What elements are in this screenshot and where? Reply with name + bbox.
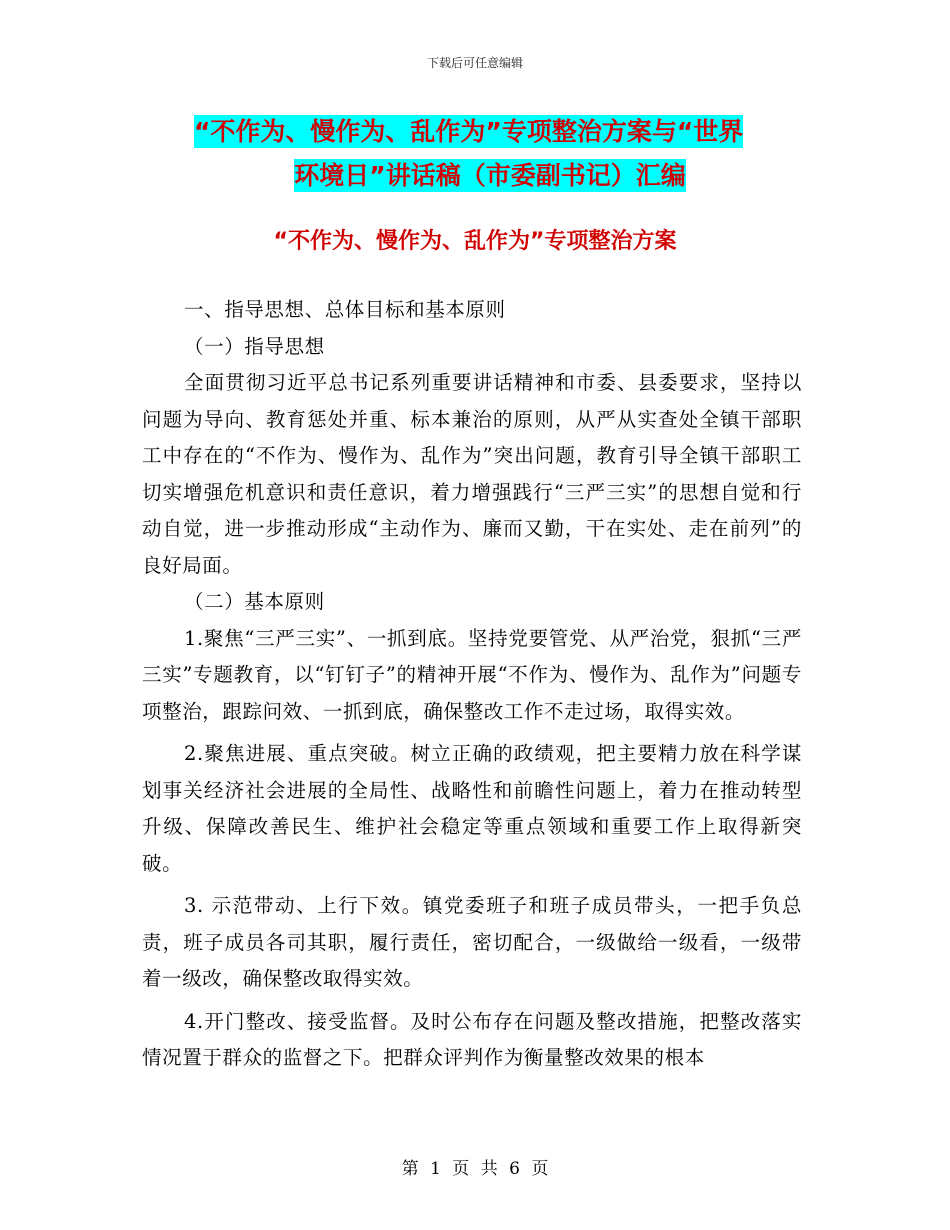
title-line-1: “不作为、慢作为、乱作为”专项整治方案与“世界 [194,117,744,146]
paragraph-principle-3: 3. 示范带动、上行下效。镇党委班子和班子成员带头，一把手负总责，班子成员各司其职，履行责任，密切配合，一级做给一级看，一级带着一级改，确保整改取得实效。 [142,894,802,990]
title-line-2: 环境日”讲话稿（市委副书记）汇编 [294,161,686,190]
document-title [140,110,820,198]
heading-1: 一、指导思想、总体目标和基本原则 [184,298,506,321]
section-title: “不作为、慢作为、乱作为”专项整治方案 [273,229,677,254]
paragraph-principle-1: 1.聚焦“三严三实”、一抓到底。坚持党要管党、从严治党，狠抓“三严三实”专题教育，以“钉钉子”的精神开展“不作为、慢作为、乱作为”问题专项整治，跟踪问效、一抓到底，确保整改工作不走过场，取得实效。 [142,626,802,723]
subheading-guiding-ideology: （一）指导思想 [184,334,325,358]
header-note: 下载后可任意编辑 [426,56,523,70]
paragraph-principle-2: 2.聚焦进展、重点突破。树立正确的政绩观，把主要精力放在科学谋划事关经济社会进展的全局性、战略性和前瞻性问题上，着力在推动转型升级、保障改善民生、维护社会稳定等重点领域和重要工作上取得新突破。 [142,742,802,875]
paragraph-principle-4: 4.开门整改、接受监督。及时公布存在问题及整改措施，把整改落实情况置于群众的监督之下。把群众评判作为衡量整改效果的根本 [142,1009,802,1069]
subheading-basic-principles: （二）基本原则 [184,590,325,613]
page-footer: 第 1 页 共 6 页 [401,1159,549,1179]
document-body [142,292,802,1077]
paragraph-guiding-ideology: 全面贯彻习近平总书记系列重要讲话精神和市委、县委要求，坚持以问题为导向、教育惩处并重、标本兼治的原则，从严从实查处全镇干部职工中存在的“不作为、慢作为、乱作为”突出问题，教育引导全镇干部职工切实增强危机意识和责任意识，着力增强践行“三严三实”的思想自觉和行动自觉，进一步推动形成“主动作为、廉而又勤，干在实处、走在前列”的良好局面。 [142,371,802,577]
